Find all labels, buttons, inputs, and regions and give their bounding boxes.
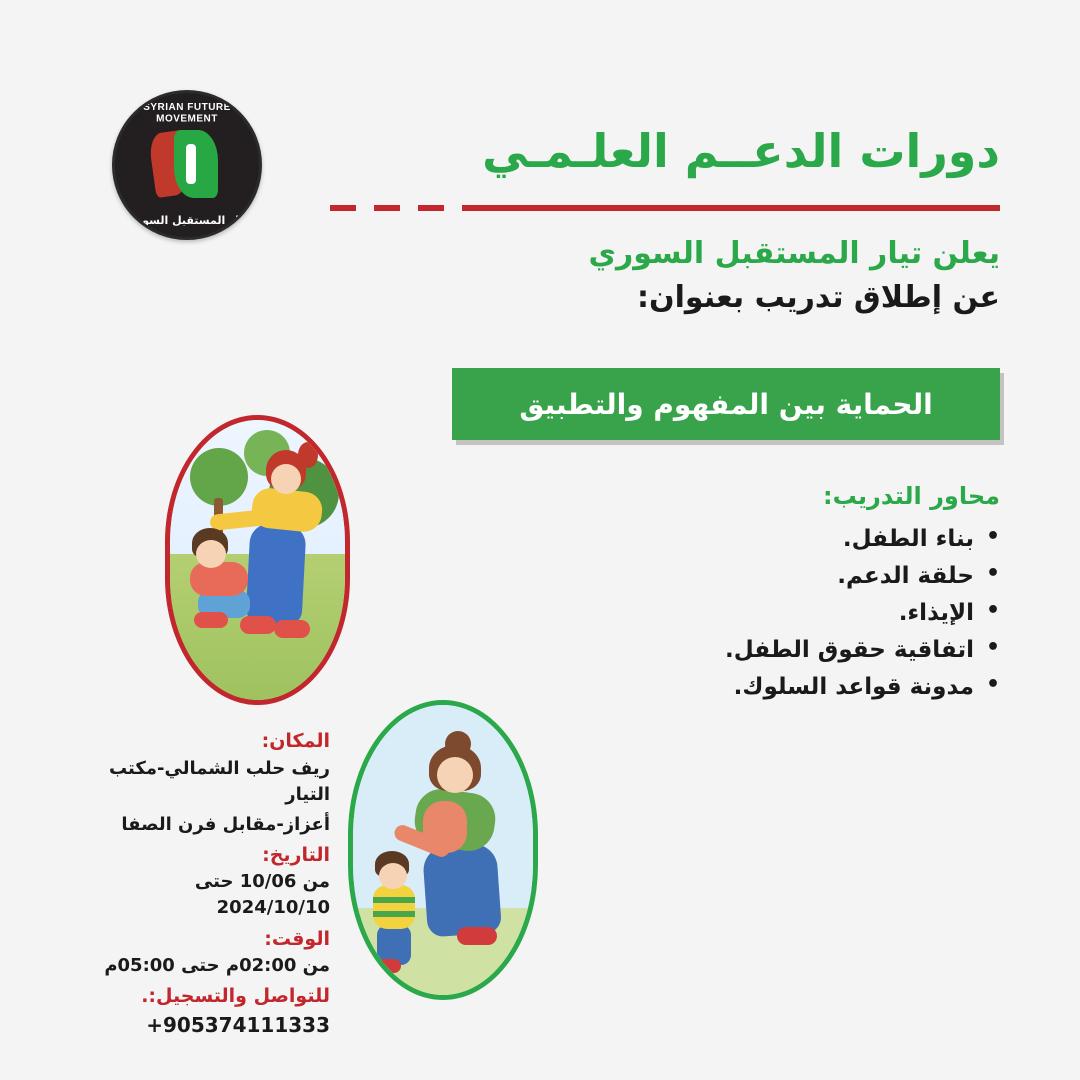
contact-phone-number[interactable]: +905374111333 (146, 1012, 330, 1037)
title-underline-rule (488, 205, 1000, 211)
event-details-block (80, 728, 330, 1037)
training-title-text: الحماية بين المفهوم والتطبيق (519, 387, 933, 421)
child-shirt-stripe (373, 911, 415, 917)
child-body (373, 885, 415, 929)
illustration-children-playing (165, 415, 350, 705)
figure-legs (422, 843, 502, 938)
list-item: • مدونة قواعد السلوك. (452, 676, 1000, 699)
list-item: • الإيذاء. (452, 602, 1000, 625)
subtitle-block (440, 232, 1000, 319)
time-label: الوقت: (264, 927, 330, 950)
figure-shoe (457, 927, 497, 945)
organization-logo (112, 90, 262, 240)
date-label: التاريخ: (262, 843, 330, 866)
child-shirt-stripe (373, 897, 415, 903)
figure-legs (245, 523, 306, 626)
contact-label: للتواصل والتسجيل:. (141, 985, 330, 1008)
list-item: • بناء الطفل. (452, 528, 1000, 551)
training-title-banner (452, 368, 1000, 440)
list-item: • حلقة الدعم. (452, 565, 1000, 588)
logo-ring-text-ar: تيار المستقبل السوري (125, 214, 249, 227)
child-shoe (371, 959, 401, 973)
place-value-line-1: ريف حلب الشمالي-مكتب التيار (109, 757, 330, 805)
topics-list (452, 528, 1000, 713)
figure-ponytail (298, 442, 318, 468)
figure-face (437, 757, 473, 793)
logo-mark-green-shape (174, 130, 218, 198)
topics-heading: محاور التدريب: (823, 482, 1000, 510)
place-value-line-2: أعزاز-مقابل فرن الصفا (121, 813, 330, 835)
list-item: • اتفاقية حقوق الطفل. (452, 639, 1000, 662)
title-underline-dashes (328, 205, 488, 211)
logo-ring-text-en: SYRIAN FUTURE MOVEMENT (143, 101, 231, 125)
date-value: من 10/06 حتى 2024/10/10 (194, 871, 330, 919)
illustration-mother-and-child (348, 700, 538, 1000)
subtitle-line-2: عن إطلاق تدريب بعنوان: (637, 279, 1000, 315)
page-title: دورات الدعــم العلـمـي (482, 124, 1000, 178)
child-face (196, 540, 226, 568)
subtitle-line-1: يعلن تيار المستقبل السوري (588, 236, 1000, 271)
figure-shoe (274, 620, 310, 638)
time-value: من 02:00م حتى 05:00م (104, 955, 330, 977)
child-face (379, 863, 407, 889)
logo-mark-white-shape (186, 144, 196, 184)
place-label: المكان: (261, 730, 330, 752)
logo-mark-icon (150, 128, 224, 202)
figure-shoe (240, 616, 276, 634)
figure-face (271, 464, 301, 494)
child-body (190, 562, 248, 596)
child-shoe (194, 612, 228, 628)
